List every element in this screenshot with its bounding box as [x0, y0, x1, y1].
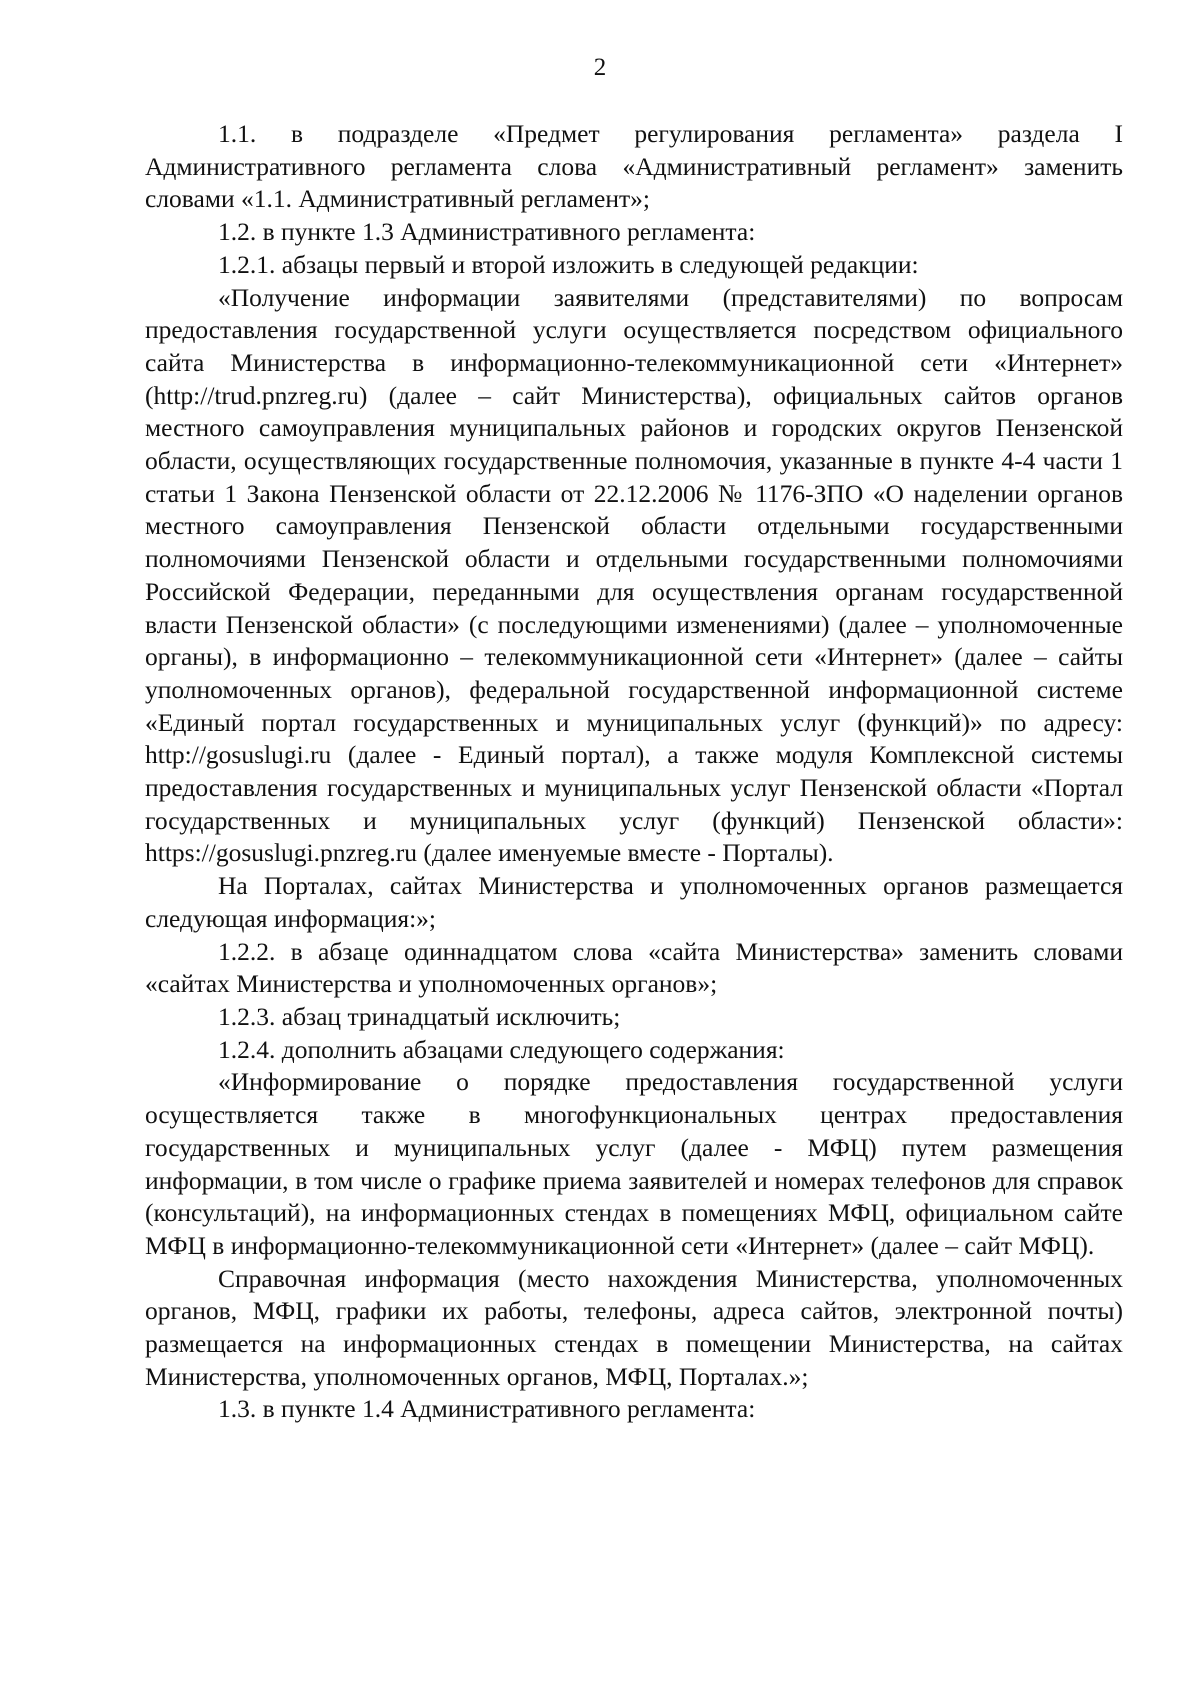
- document-body: [145, 118, 1123, 1426]
- paragraph-1-2-2: 1.2.2. в абзаце одиннадцатом слова «сайта Министерства» заменить словами «сайтах Министерства и уполномоченных органов»;: [145, 936, 1123, 999]
- paragraph-1-2-1: 1.2.1. абзацы первый и второй изложить в следующей редакции:: [218, 249, 919, 279]
- paragraph-1-2-4: 1.2.4. дополнить абзацами следующего содержания:: [218, 1034, 785, 1064]
- paragraph-reference-info: Справочная информация (место нахождения Министерства, уполномоченных органов, МФЦ, графики их работы, телефоны, адреса сайтов, электронной почты) размещается на информационных стендах в помещении Министерства, на сайтах Министерства, уполномоченных органов, МФЦ, Порталах.»;: [145, 1263, 1123, 1391]
- paragraph-quote-mfc: «Информирование о порядке предоставления государственной услуги осуществляется также в многофункциональных центрах предоставления государственных и муниципальных услуг (далее - МФЦ) путем размещения информации, в том числе о графике приема заявителей и номерах телефонов для справок (консультаций), на информационных стендах в помещениях МФЦ, официальном сайте МФЦ в информационно-телекоммуникационной сети «Интернет» (далее – сайт МФЦ).: [145, 1067, 1123, 1260]
- paragraph-quote-information: «Получение информации заявителями (представителями) по вопросам предоставления государственной услуги осуществляется посредством официального сайта Министерства в информационно-телекоммуникационной сети «Интернет» (http://trud.pnzreg.ru) (далее – сайт Министерства), официальных сайтов органов местного самоуправления муниципальных районов и городских округов Пензенской области, осуществляющих государственные полномочия, указанные в пункте 4-4 части 1 статьи 1 Закона Пензенской области от 22.12.2006 № 1176-ЗПО «О наделении органов местного самоуправления Пензенской области отдельными государственными полномочиями Пензенской области и отдельными государственными полномочиями Российской Федерации, переданными для осуществления органам государственной власти Пензенской области» (с последующими изменениями) (далее – уполномоченные органы), в информационно – телекоммуникационной сети «Интернет» (далее – сайты уполномоченных органов), федеральной государственной информационной системе «Единый портал государственных и муниципальных услуг (функций)» по адресу: http://gosuslugi.ru (далее - Единый портал), а также модуля Комплексной системы предоставления государственных и муниципальных услуг Пензенской области «Портал государственных и муниципальных услуг (функций) Пензенской области»: https://gosuslugi.pnzreg.ru (далее именуемые вместе - Порталы).: [145, 282, 1123, 868]
- paragraph-1-3: 1.3. в пункте 1.4 Административного регламента:: [218, 1394, 756, 1424]
- paragraph-1-1: 1.1. в подразделе «Предмет регулирования регламента» раздела I Административного регламента слова «Административный регламент» заменить словами «1.1. Административный регламент»;: [145, 119, 1123, 214]
- paragraph-portals: На Порталах, сайтах Министерства и уполномоченных органов размещается следующая информация:»;: [145, 871, 1123, 933]
- paragraph-1-2-3: 1.2.3. абзац тринадцатый исключить;: [218, 1001, 621, 1031]
- paragraph-1-2: 1.2. в пункте 1.3 Административного регламента:: [218, 217, 756, 247]
- page-number: 2: [593, 54, 607, 81]
